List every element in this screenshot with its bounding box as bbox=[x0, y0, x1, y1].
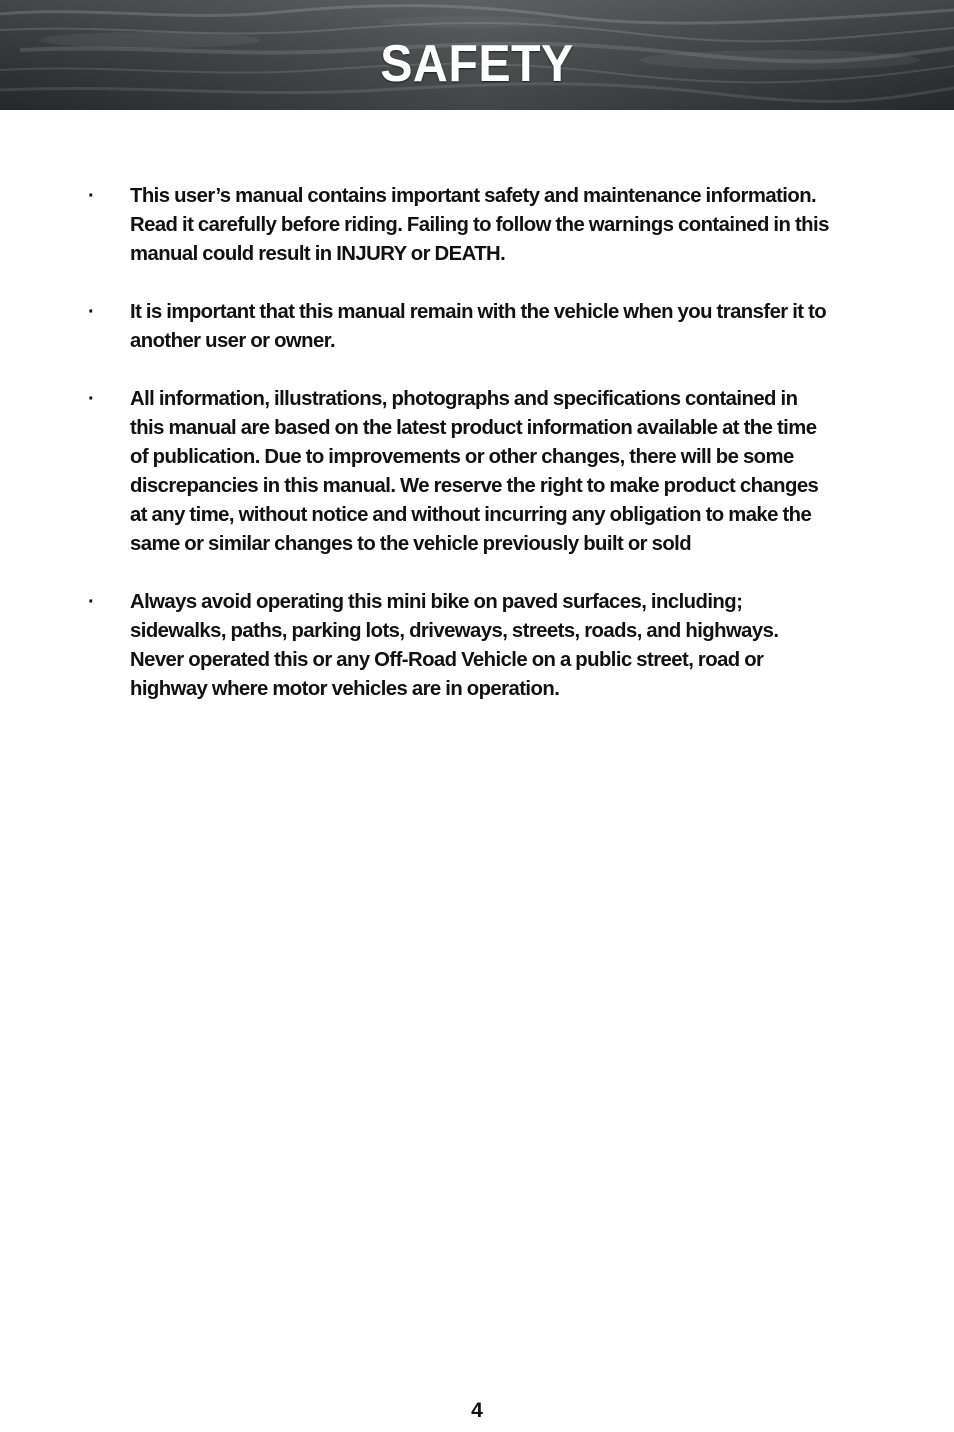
list-item bbox=[0, 182, 954, 269]
bullet-marker: · bbox=[88, 301, 95, 323]
bullet-text: All information, illustrations, photographs and specifications contained in this manual are based on the latest product information available at the time of publication. Due to improvements or other changes, there will be some discrepancies in this manual. We reserve the right to make product changes at any time, without notice and without incurring any obligation to make the same or similar changes to the vehicle previously built or sold bbox=[130, 388, 819, 555]
safety-bullet-list bbox=[0, 182, 954, 733]
page-title: SAFETY bbox=[380, 35, 574, 93]
header-banner bbox=[0, 0, 954, 110]
bullet-text: This user’s manual contains important safety and maintenance information. Read it carefully before riding. Failing to follow the warnings contained in this manual could result in INJURY or DEATH. bbox=[130, 185, 829, 265]
list-item bbox=[0, 385, 954, 559]
bullet-marker: · bbox=[88, 388, 95, 410]
bullet-marker: · bbox=[88, 185, 95, 207]
bullet-text: Always avoid operating this mini bike on paved surfaces, including; sidewalks, paths, parking lots, driveways, streets, roads, and highways. Never operated this or any Off-Road Vehicle on a public street, road or highway where motor vehicles are in operation. bbox=[130, 591, 779, 700]
list-item bbox=[0, 298, 954, 356]
list-item bbox=[0, 588, 954, 704]
bullet-marker: · bbox=[88, 591, 95, 613]
bullet-text: It is important that this manual remain with the vehicle when you transfer it to another user or owner. bbox=[130, 301, 827, 352]
page-number: 4 bbox=[471, 1399, 483, 1422]
